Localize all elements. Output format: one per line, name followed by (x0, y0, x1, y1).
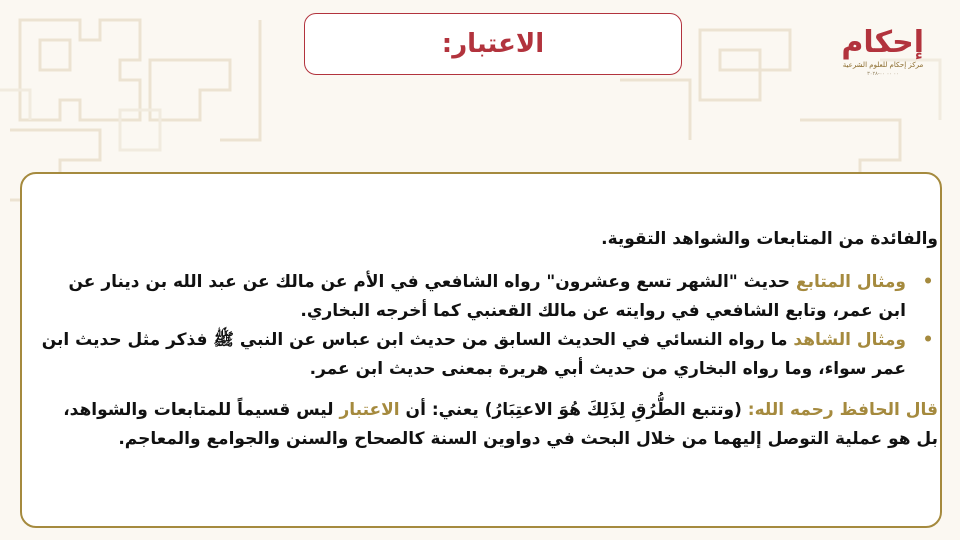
logo-code: ۳۰۲۸-۰۰ ۰۰ ۰۰ (867, 71, 899, 77)
intro-highlight: التقوية. (601, 229, 673, 249)
logo-name: إحكام (841, 25, 924, 60)
bullet-2-label: ومثال الشاهد (793, 330, 906, 350)
quote-text: (وتتبع الطُّرُقِ لِذَلِكَ هُوَ الاعتِبَارُ) يعني: أن (399, 400, 748, 420)
bullet-2-text: ما رواه النسائي في الحديث السابق من حديث ابن عباس عن النبي ﷺ فذكر مثل حديث ابن (41, 330, 794, 350)
quote-label: قال الحافظ رحمه الله: (747, 400, 938, 420)
bullet-2-line-2: عمر سواء، وما رواه البخاري من حديث أبي هريرة بمعنى حديث ابن عمر. (309, 359, 906, 379)
intro-part1: والفائدة من المتابعات والشواهد (672, 229, 938, 249)
bullet-1-line-1 (38, 268, 938, 297)
content-text (38, 225, 938, 454)
intro-line (38, 225, 938, 254)
page-title: الاعتبار: (441, 29, 545, 59)
quote-keyword: الاعتبار (339, 400, 400, 420)
bullet-2-line-1 (38, 326, 938, 355)
title-box (304, 13, 682, 75)
quote-rest: ليس قسيماً للمتابعات والشواهد، (63, 400, 340, 420)
bullet-1-label: ومثال المتابع (795, 272, 906, 292)
bullet-marker: • (922, 272, 934, 292)
logo-subtitle: مركز إحكام للعلوم الشرعية (842, 61, 924, 69)
quote-line-1 (38, 396, 938, 425)
bullet-1-text: حديث "الشهر تسع وعشرون" رواه الشافعي في الأم عن مالك عن عبد الله بن دينار عن (68, 272, 796, 292)
bullet-1-line-2: ابن عمر، وتابع الشافعي في روايته عن مالك القعنبي كما أخرجه البخاري. (300, 301, 906, 321)
bullet-marker: • (922, 330, 934, 350)
logo (842, 22, 924, 92)
quote-line-2: بل هو عملية التوصل إليهما من خلال البحث في دواوين السنة كالصحاح والسنن والجوامع والمعاجم. (118, 429, 938, 449)
